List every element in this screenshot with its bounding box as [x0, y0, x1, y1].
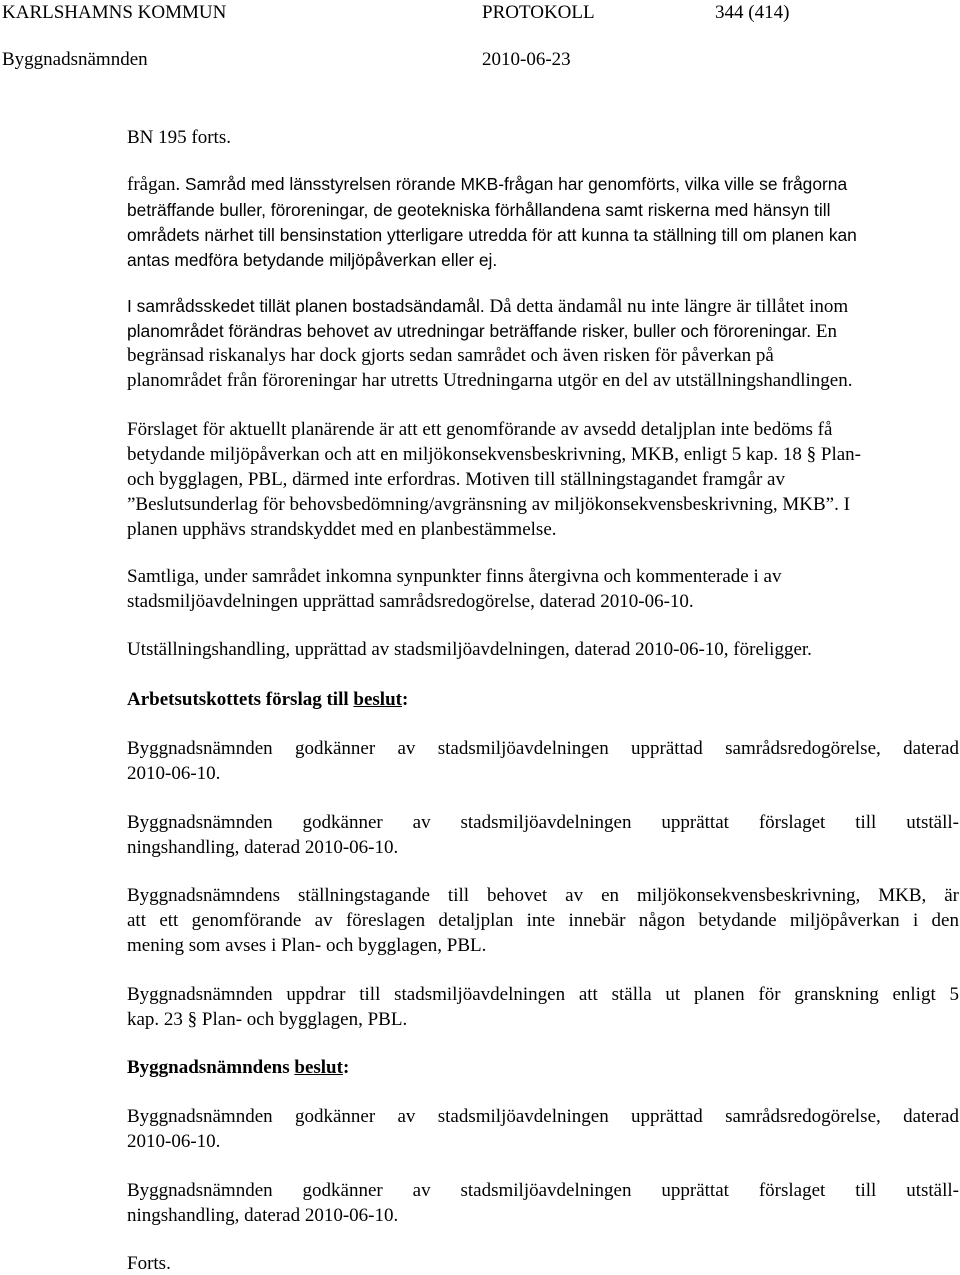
paragraph-3-line-1: Förslaget för aktuellt planärende är att ett genomförande av avsedd detaljplan inte bedöms få — [127, 419, 833, 440]
decision-1-line-1: Byggnadsnämnden godkänner av stadsmiljöavdelningen upprättad samrådsredogörelse, daterad — [127, 1106, 959, 1127]
section-label: BN 195 forts. — [127, 127, 231, 148]
decision-2-line-2: ningshandling, daterad 2010-06-10. — [127, 1205, 399, 1226]
paragraph-3-line-5: planen upphävs strandskyddet med en planbestämmelse. — [127, 519, 557, 540]
proposal-heading-prefix: Arbetsutskottets förslag till — [127, 689, 354, 710]
paragraph-2-line-2-text: planområdet förändras behovet av utredningar beträffande risker, buller och föroreningar. — [127, 321, 812, 341]
proposal-heading-suffix: : — [401, 689, 409, 710]
proposal-3-line-2: att ett genomförande av föreslagen detaljplan inte innebär någon betydande miljöpåverkan i den — [127, 910, 959, 931]
paragraph-2-line-2-end: En — [815, 321, 837, 342]
paragraph-1-line-4: antas medföra betydande miljöpåverkan eller ej. — [127, 250, 498, 270]
proposal-4-line-2: kap. 23 § Plan- och bygglagen, PBL. — [127, 1009, 408, 1030]
paragraph-2-part-b: Då detta ändamål nu inte längre är tillåtet inom — [489, 296, 849, 317]
proposal-heading-underlined: beslut — [353, 689, 402, 710]
proposal-4-line-1: Byggnadsnämnden uppdrar till stadsmiljöavdelningen att ställa ut planen för granskning enligt 5 — [127, 984, 959, 1005]
paragraph-2-line-4: planområdet från föroreningar har utretts Utredningarna utgör en del av utställningshandlingen. — [127, 370, 853, 391]
paragraph-1-lead: frågan. — [127, 174, 181, 195]
proposal-heading — [127, 689, 959, 711]
paragraph-1-line-2: beträffande buller, föroreningar, de geotekniska förhållandena samt riskerna med hänsyn till — [127, 200, 831, 220]
board-name: Byggnadsnämnden — [2, 49, 148, 70]
paragraph-1-text: Samråd med länsstyrelsen rörande MKB-frågan har genomförts, vilka ville se frågorna — [185, 174, 848, 194]
proposal-2-line-2: ningshandling, daterad 2010-06-10. — [127, 837, 399, 858]
proposal-2-line-1: Byggnadsnämnden godkänner av stadsmiljöavdelningen upprättat förslaget till utställ- — [127, 812, 959, 833]
proposal-3-line-1: Byggnadsnämndens ställningstagande till behovet av en miljökonsekvensbeskrivning, MKB, är — [127, 885, 959, 906]
paragraph-3-line-3: och bygglagen, PBL, därmed inte erfordras. Motiven till ställningstagandet framgår av — [127, 469, 785, 490]
proposal-1-line-1: Byggnadsnämnden godkänner av stadsmiljöavdelningen upprättad samrådsredogörelse, daterad — [127, 738, 959, 759]
paragraph-2-line-3: begränsad riskanalys har dock gjorts sedan samrådet och även risken för påverkan på — [127, 345, 774, 366]
meeting-date: 2010-06-23 — [482, 49, 571, 70]
paragraph-5: Utställningshandling, upprättad av stadsmiljöavdelningen, daterad 2010-06-10, föreligger. — [127, 639, 812, 660]
decision-1-line-2: 2010-06-10. — [127, 1131, 221, 1152]
page-number: 344 (414) — [715, 2, 790, 23]
proposal-3-line-3: mening som avses i Plan- och bygglagen, PBL. — [127, 935, 487, 956]
proposal-1-line-2: 2010-06-10. — [127, 763, 221, 784]
decision-heading-underlined: beslut — [294, 1057, 343, 1078]
decision-2-line-1: Byggnadsnämnden godkänner av stadsmiljöavdelningen upprättat förslaget till utställ- — [127, 1180, 959, 1201]
municipality-name: KARLSHAMNS KOMMUN — [2, 2, 227, 23]
paragraph-4-line-1: Samtliga, under samrådet inkomna synpunkter finns återgivna och kommenterade i av — [127, 566, 782, 587]
paragraph-1-line-3: områdets närhet till bensinstation ytterligare utredda för att kunna ta ställning till om planen kan — [127, 225, 857, 245]
paragraph-4-line-2: stadsmiljöavdelningen upprättad samrådsredogörelse, daterad 2010-06-10. — [127, 591, 694, 612]
paragraph-2-line-2 — [127, 321, 959, 343]
paragraph-2-part-a: I samrådsskedet tillät planen bostadsändamål. — [127, 296, 485, 316]
document-type: PROTOKOLL — [482, 2, 595, 23]
paragraph-2-line-1 — [127, 296, 959, 318]
decision-heading-prefix: Byggnadsnämndens — [127, 1057, 295, 1078]
paragraph-1-line-1 — [127, 174, 959, 196]
decision-heading-suffix: : — [342, 1057, 350, 1078]
continued-note: Forts. — [127, 1253, 171, 1274]
paragraph-3-line-2: betydande miljöpåverkan och att en miljökonsekvensbeskrivning, MKB, enligt 5 kap. 18 § Plan- — [127, 444, 862, 465]
decision-heading — [127, 1057, 959, 1079]
paragraph-3-line-4: ”Beslutsunderlag för behovsbedömning/avgränsning av miljökonsekvensbeskrivning, MKB”. I — [127, 494, 850, 515]
